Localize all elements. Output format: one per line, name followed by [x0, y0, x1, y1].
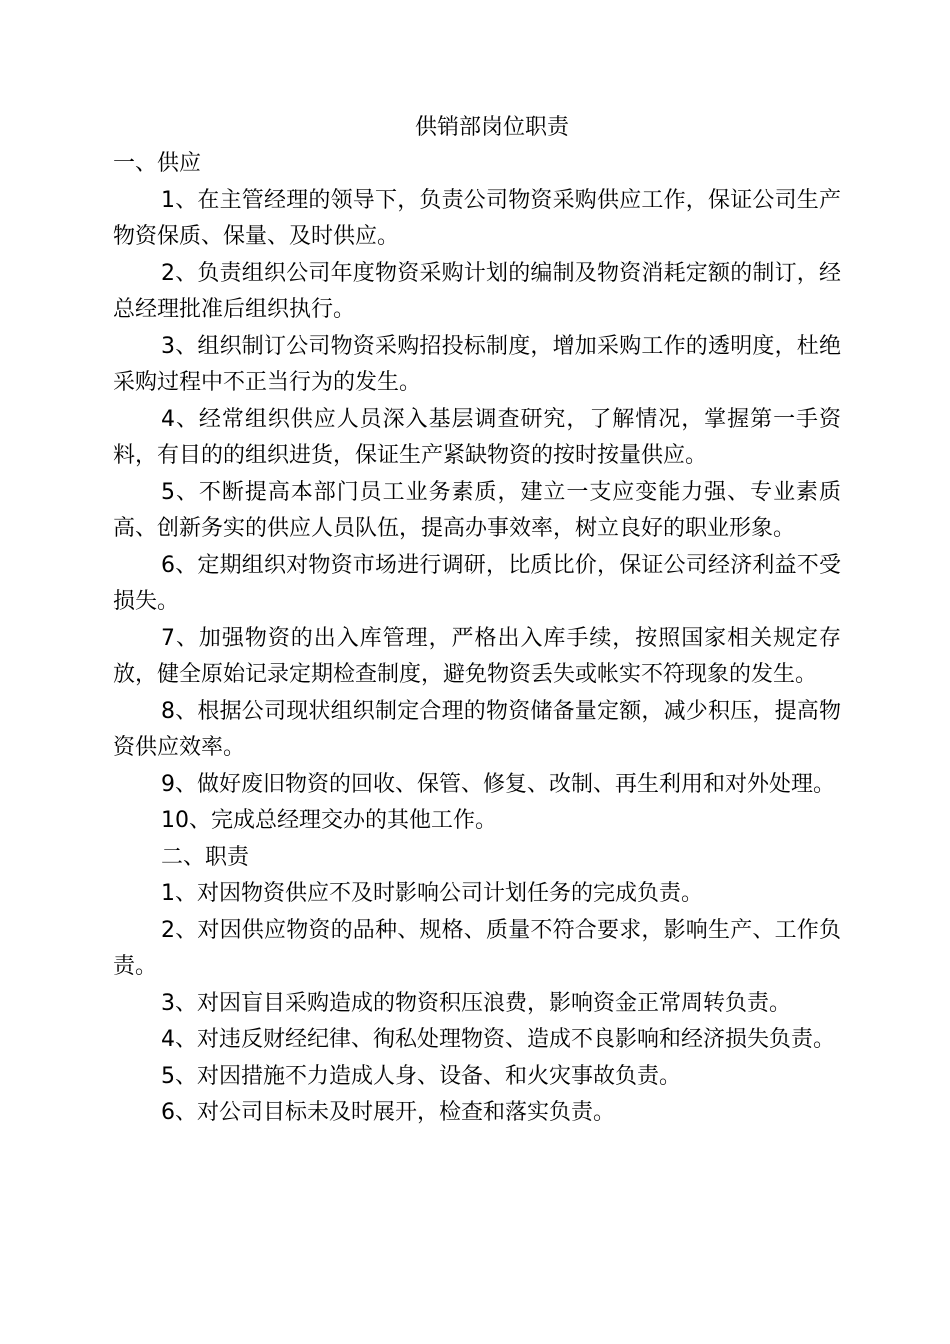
- duty-item-6: 6、对公司目标未及时展开，检查和落实负责。: [161, 1100, 615, 1125]
- supply-item-10: 10、完成总经理交办的其他工作。: [161, 808, 497, 833]
- supply-item-7: 7、加强物资的出入库管理，严格出入库手续，按照国家相关规定存放，健全原始记录定期检查制度，避免物资丢失或帐实不符现象的发生。: [113, 625, 841, 687]
- document-page: [113, 110, 841, 1132]
- supply-item-6: 6、定期组织对物资市场进行调研，比质比价，保证公司经济利益不受损失。: [113, 552, 841, 614]
- duty-item-5: 5、对因措施不力造成人身、设备、和火灾事故负责。: [161, 1063, 681, 1089]
- supply-item-1: 1、在主管经理的领导下，负责公司物资采购供应工作，保证公司生产物资保质、保量、及时供应。: [113, 187, 841, 249]
- section-heading-duties: 二、职责: [161, 844, 250, 870]
- duty-item-1: 1、对因物资供应不及时影响公司计划任务的完成负责。: [161, 881, 703, 906]
- duty-item-3: 3、对因盲目采购造成的物资积压浪费，影响资金正常周转负责。: [161, 990, 791, 1016]
- supply-item-2: 2、负责组织公司年度物资采购计划的编制及物资消耗定额的制订，经总经理批准后组织执行。: [113, 260, 841, 322]
- document-title: 供销部岗位职责: [414, 115, 569, 140]
- supply-item-4: 4、经常组织供应人员深入基层调查研究，了解情况，掌握第一手资料，有目的的组织进货，保证生产紧缺物资的按时按量供应。: [113, 406, 841, 468]
- section-heading-supply: 一、供应: [113, 151, 202, 176]
- duty-item-2: 2、对因供应物资的品种、规格、质量不符合要求，影响生产、工作负责。: [113, 917, 841, 979]
- supply-item-9: 9、做好废旧物资的回收、保管、修复、改制、再生利用和对外处理。: [161, 771, 835, 797]
- supply-item-5: 5、不断提高本部门员工业务素质，建立一支应变能力强、专业素质高、创新务实的供应人员队伍，提高办事效率，树立良好的职业形象。: [113, 479, 841, 541]
- supply-item-3: 3、组织制订公司物资采购招投标制度，增加采购工作的透明度，杜绝采购过程中不正当行为的发生。: [113, 333, 841, 395]
- supply-item-8: 8、根据公司现状组织制定合理的物资储备量定额，减少积压，提高物资供应效率。: [113, 698, 841, 760]
- duty-item-4: 4、对违反财经纪律、徇私处理物资、造成不良影响和经济损失负责。: [161, 1027, 835, 1052]
